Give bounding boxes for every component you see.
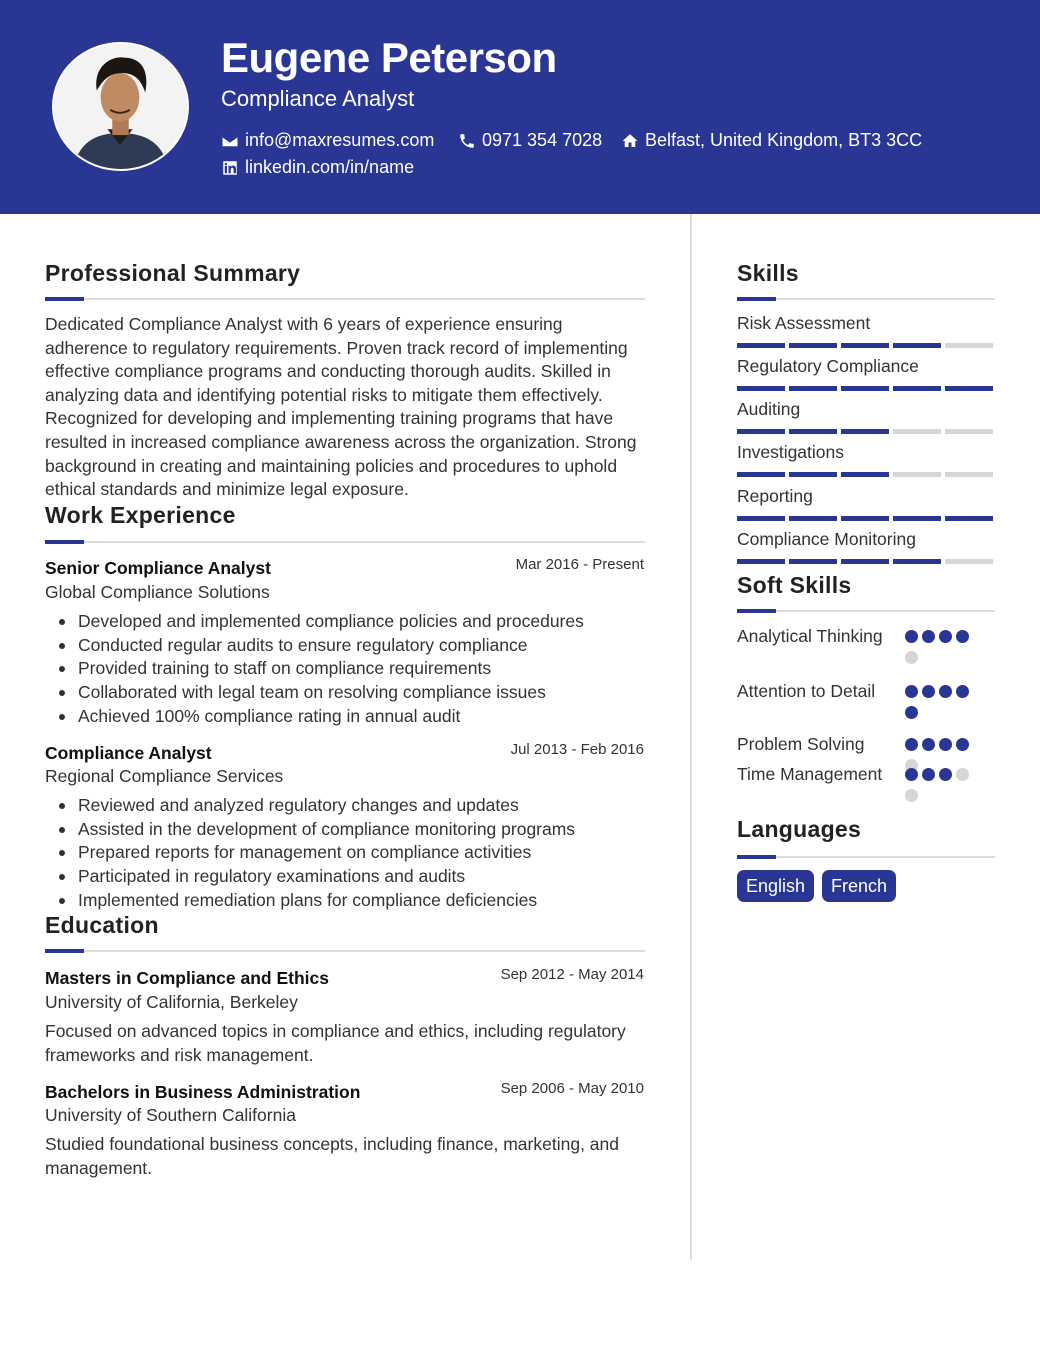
degree-title: Masters in Compliance and Ethics <box>45 968 329 988</box>
skill-segment <box>841 516 889 521</box>
skill-segment <box>893 386 941 391</box>
section-rule <box>737 298 995 300</box>
job-bullets <box>45 610 645 729</box>
skill-segment <box>789 559 837 564</box>
skill-level-bar <box>737 386 997 391</box>
language-badge: English <box>737 870 814 902</box>
skill-segment <box>841 559 889 564</box>
soft-skill-rating <box>905 768 985 810</box>
language-badge: French <box>822 870 896 902</box>
rating-dot <box>905 651 918 664</box>
skill-level-bar <box>737 559 997 564</box>
skill-level-bar <box>737 516 997 521</box>
skill-segment <box>841 429 889 434</box>
skill-level-bar <box>737 472 997 477</box>
column-divider <box>690 214 692 1260</box>
rating-dot <box>956 685 969 698</box>
skill-segment <box>945 472 993 477</box>
contact-email[interactable] <box>221 130 434 151</box>
soft-skill-name: Analytical Thinking <box>737 626 883 646</box>
skill-segment <box>789 386 837 391</box>
candidate-role: Compliance Analyst <box>221 86 415 111</box>
contact-linkedin[interactable] <box>221 157 414 178</box>
skill-level-bar <box>737 343 997 348</box>
skill-segment <box>789 429 837 434</box>
soft-skill-rating <box>905 630 985 672</box>
section-rule <box>737 610 995 612</box>
skill-segment <box>945 343 993 348</box>
skill-segment <box>893 472 941 477</box>
rating-dot <box>905 768 918 781</box>
skill-segment <box>945 516 993 521</box>
skill-segment <box>945 559 993 564</box>
contact-location <box>621 130 922 151</box>
rating-dot <box>939 738 952 751</box>
rating-dot <box>956 768 969 781</box>
school-name: University of Southern California <box>45 1105 296 1125</box>
skill-name: Risk Assessment <box>737 313 871 333</box>
job-dates: Mar 2016 - Present <box>515 556 644 573</box>
skill-name: Reporting <box>737 486 813 506</box>
job-bullets <box>45 794 645 913</box>
rating-dot <box>956 630 969 643</box>
skill-level-bar <box>737 429 997 434</box>
rating-dot <box>956 738 969 751</box>
skill-segment <box>841 386 889 391</box>
job-company: Global Compliance Solutions <box>45 582 270 602</box>
rating-dot <box>905 738 918 751</box>
summary-text: Dedicated Compliance Analyst with 6 years of experience ensuring adherence to regulatory requirements. Proven track record of implementing effective compliance programs and conducting thorough audits. Skilled in analyzing data and identifying potential risks to mitigate them effectively. Recognized for developing and implementing training programs that have resulted in increased compliance awareness across the organization. Strong background in creating and maintaining policies and procedures to uphold ethical standards and minimize legal exposure. <box>45 314 637 500</box>
section-rule <box>737 856 995 858</box>
skill-segment <box>737 386 785 391</box>
skill-segment <box>893 516 941 521</box>
experience-heading: Work Experience <box>45 502 236 528</box>
languages-heading: Languages <box>737 816 862 842</box>
soft-skill-name: Time Management <box>737 764 883 784</box>
skill-segment <box>737 559 785 564</box>
skill-segment <box>737 472 785 477</box>
list-item: Conducted regular audits to ensure regulatory compliance <box>45 634 645 658</box>
degree-title: Bachelors in Business Administration <box>45 1082 361 1102</box>
education-description: Studied foundational business concepts, including finance, marketing, and management. <box>45 1134 619 1178</box>
education-dates: Sep 2006 - May 2010 <box>500 1080 644 1097</box>
skill-segment <box>945 429 993 434</box>
list-item: Assisted in the development of compliance monitoring programs <box>45 818 645 842</box>
job-title: Compliance Analyst <box>45 743 212 763</box>
soft-skill-name: Problem Solving <box>737 734 865 754</box>
envelope-icon <box>221 132 239 150</box>
education-description: Focused on advanced topics in compliance and ethics, including regulatory frameworks and risk management. <box>45 1021 626 1065</box>
rating-dot <box>922 685 935 698</box>
phone-text: 0971 354 7028 <box>482 130 603 150</box>
avatar <box>52 42 189 171</box>
list-item: Participated in regulatory examinations and audits <box>45 865 645 889</box>
rating-dot <box>905 706 918 719</box>
skill-name: Auditing <box>737 399 801 419</box>
skill-segment <box>789 516 837 521</box>
skill-segment <box>789 343 837 348</box>
phone-icon <box>458 132 476 150</box>
education-dates: Sep 2012 - May 2014 <box>500 966 644 983</box>
soft-skill-name: Attention to Detail <box>737 681 876 701</box>
skill-name: Regulatory Compliance <box>737 356 919 376</box>
list-item: Implemented remediation plans for compliance deficiencies <box>45 889 645 913</box>
rating-dot <box>922 630 935 643</box>
list-item: Developed and implemented compliance policies and procedures <box>45 610 645 634</box>
list-item: Prepared reports for management on compliance activities <box>45 841 645 865</box>
rating-dot <box>939 768 952 781</box>
location-text: Belfast, United Kingdom, BT3 3CC <box>645 130 923 150</box>
home-icon <box>621 132 639 150</box>
skill-segment <box>893 343 941 348</box>
rating-dot <box>939 630 952 643</box>
linkedin-text: linkedin.com/in/name <box>245 157 415 177</box>
job-dates: Jul 2013 - Feb 2016 <box>510 741 644 758</box>
list-item: Collaborated with legal team on resolving compliance issues <box>45 681 645 705</box>
rating-dot <box>939 685 952 698</box>
soft-skill-rating <box>905 685 985 727</box>
skill-segment <box>893 559 941 564</box>
list-item: Reviewed and analyzed regulatory changes and updates <box>45 794 645 818</box>
list-item: Achieved 100% compliance rating in annual audit <box>45 705 645 729</box>
contact-phone[interactable] <box>458 130 602 151</box>
rating-dot <box>922 768 935 781</box>
email-text: info@maxresumes.com <box>245 130 435 150</box>
skill-segment <box>893 429 941 434</box>
skill-segment <box>841 343 889 348</box>
skill-segment <box>841 472 889 477</box>
resume-header <box>0 0 1040 214</box>
summary-heading: Professional Summary <box>45 260 301 286</box>
skill-name: Investigations <box>737 442 845 462</box>
school-name: University of California, Berkeley <box>45 992 298 1012</box>
education-heading: Education <box>45 912 159 938</box>
rating-dot <box>922 738 935 751</box>
linkedin-icon <box>221 159 239 177</box>
rating-dot <box>905 789 918 802</box>
list-item: Provided training to staff on compliance requirements <box>45 657 645 681</box>
skill-segment <box>737 516 785 521</box>
skill-segment <box>789 472 837 477</box>
candidate-name: Eugene Peterson <box>221 34 557 81</box>
job-title: Senior Compliance Analyst <box>45 558 271 578</box>
rating-dot <box>905 685 918 698</box>
avatar-photo <box>54 44 187 169</box>
skill-segment <box>737 429 785 434</box>
job-company: Regional Compliance Services <box>45 766 284 786</box>
skill-name: Compliance Monitoring <box>737 529 916 549</box>
soft-skills-heading: Soft Skills <box>737 572 852 598</box>
section-rule <box>45 541 645 543</box>
section-rule <box>45 298 645 300</box>
section-rule <box>45 950 645 952</box>
skills-heading: Skills <box>737 260 799 286</box>
skill-segment <box>737 343 785 348</box>
rating-dot <box>905 630 918 643</box>
skill-segment <box>945 386 993 391</box>
